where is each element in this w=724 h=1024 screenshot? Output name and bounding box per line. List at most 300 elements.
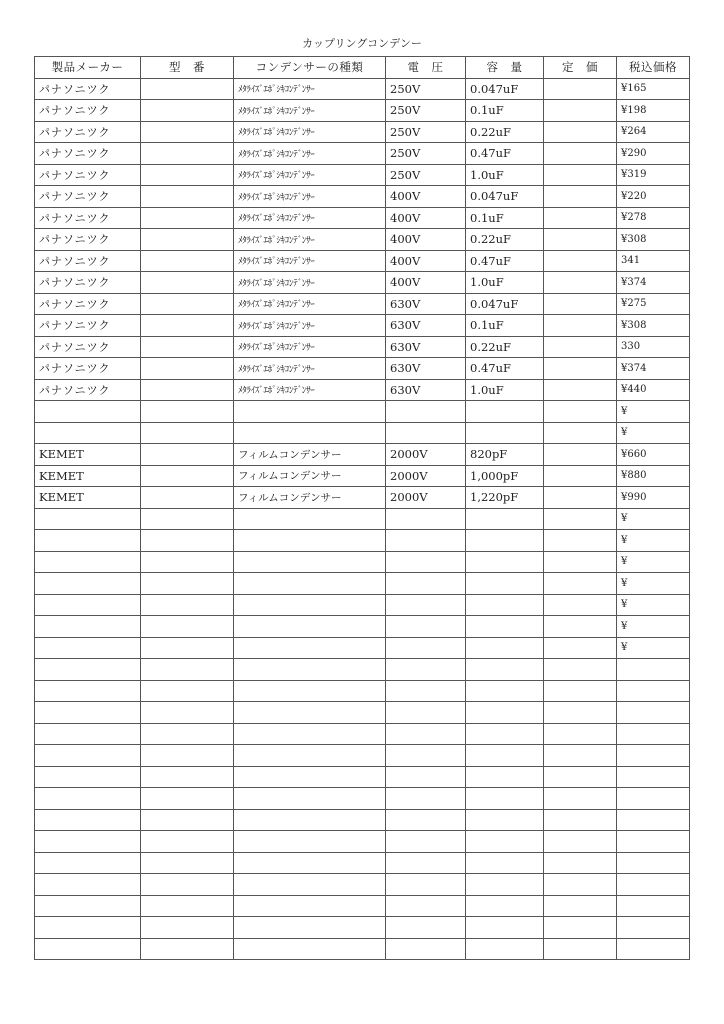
cell-capacitance (466, 551, 544, 573)
table-row (35, 100, 690, 122)
cell-list-price (544, 336, 617, 358)
cell-capacitor-type: ﾒﾀﾗｲｽﾞｴﾎﾟｼｷｺﾝﾃﾞﾝｻｰ (234, 358, 386, 380)
table-row (35, 938, 690, 960)
cell-model-number (141, 444, 234, 466)
cell-capacitor-type: ﾒﾀﾗｲｽﾞｴﾎﾟｼｷｺﾝﾃﾞﾝｻｰ (234, 143, 386, 165)
cell-model-number (141, 315, 234, 337)
table-row (35, 831, 690, 853)
cell-price-incl-tax: ¥990 (617, 487, 690, 509)
cell-maker: パナソニツク (35, 186, 141, 208)
cell-list-price (544, 401, 617, 423)
cell-capacitance (466, 680, 544, 702)
cell-list-price (544, 207, 617, 229)
cell-voltage (386, 616, 466, 638)
cell-list-price (544, 788, 617, 810)
cell-maker (35, 831, 141, 853)
cell-maker (35, 745, 141, 767)
cell-voltage: 630V (386, 379, 466, 401)
cell-capacitor-type (234, 852, 386, 874)
cell-voltage: 630V (386, 293, 466, 315)
table-row (35, 852, 690, 874)
table-row (35, 315, 690, 337)
cell-price-incl-tax: ¥440 (617, 379, 690, 401)
cell-capacitor-type (234, 788, 386, 810)
table-row (35, 143, 690, 165)
cell-voltage: 2000V (386, 465, 466, 487)
cell-capacitance: 0.1uF (466, 207, 544, 229)
cell-list-price (544, 186, 617, 208)
cell-voltage: 630V (386, 315, 466, 337)
cell-list-price (544, 444, 617, 466)
cell-maker: パナソニツク (35, 164, 141, 186)
table-row (35, 788, 690, 810)
cell-price-incl-tax: ¥290 (617, 143, 690, 165)
cell-price-incl-tax: ¥264 (617, 121, 690, 143)
cell-list-price (544, 422, 617, 444)
cell-price-incl-tax: 330 (617, 336, 690, 358)
cell-capacitor-type: フィルムコンデンサー (234, 487, 386, 509)
cell-price-incl-tax: ¥ (617, 422, 690, 444)
cell-capacitor-type: ﾒﾀﾗｲｽﾞｴﾎﾟｼｷｺﾝﾃﾞﾝｻｰ (234, 379, 386, 401)
cell-capacitor-type (234, 895, 386, 917)
table-row (35, 207, 690, 229)
cell-price-incl-tax: ¥198 (617, 100, 690, 122)
cell-capacitor-type: ﾒﾀﾗｲｽﾞｴﾎﾟｼｷｺﾝﾃﾞﾝｻｰ (234, 164, 386, 186)
cell-voltage (386, 938, 466, 960)
cell-capacitance (466, 831, 544, 853)
cell-price-incl-tax (617, 831, 690, 853)
cell-list-price (544, 358, 617, 380)
cell-capacitor-type (234, 766, 386, 788)
cell-maker (35, 637, 141, 659)
header-list-price: 定 価 (544, 57, 617, 79)
table-row (35, 723, 690, 745)
cell-capacitor-type: ﾒﾀﾗｲｽﾞｴﾎﾟｼｷｺﾝﾃﾞﾝｻｰ (234, 100, 386, 122)
cell-maker (35, 809, 141, 831)
cell-maker (35, 723, 141, 745)
cell-voltage: 400V (386, 186, 466, 208)
cell-model-number (141, 702, 234, 724)
table-row (35, 272, 690, 294)
cell-capacitor-type: ﾒﾀﾗｲｽﾞｴﾎﾟｼｷｺﾝﾃﾞﾝｻｰ (234, 250, 386, 272)
cell-price-incl-tax: ¥374 (617, 358, 690, 380)
cell-voltage (386, 680, 466, 702)
cell-voltage (386, 659, 466, 681)
cell-voltage (386, 809, 466, 831)
cell-capacitance: 0.47uF (466, 143, 544, 165)
cell-voltage (386, 788, 466, 810)
table-row (35, 229, 690, 251)
cell-capacitance (466, 809, 544, 831)
cell-capacitance (466, 852, 544, 874)
cell-voltage: 250V (386, 164, 466, 186)
cell-maker (35, 573, 141, 595)
cell-maker: KEMET (35, 487, 141, 509)
table-row (35, 379, 690, 401)
cell-capacitance (466, 766, 544, 788)
cell-capacitance: 820pF (466, 444, 544, 466)
cell-capacitor-type: ﾒﾀﾗｲｽﾞｴﾎﾟｼｷｺﾝﾃﾞﾝｻｰ (234, 315, 386, 337)
cell-model-number (141, 78, 234, 100)
cell-voltage: 250V (386, 143, 466, 165)
table-row (35, 487, 690, 509)
cell-price-incl-tax: ¥ (617, 508, 690, 530)
cell-list-price (544, 723, 617, 745)
cell-price-incl-tax: ¥319 (617, 164, 690, 186)
cell-list-price (544, 745, 617, 767)
cell-voltage: 630V (386, 336, 466, 358)
cell-model-number (141, 358, 234, 380)
cell-maker: パナソニツク (35, 315, 141, 337)
cell-price-incl-tax: ¥220 (617, 186, 690, 208)
table-row (35, 186, 690, 208)
cell-price-incl-tax (617, 917, 690, 939)
cell-capacitor-type (234, 680, 386, 702)
cell-list-price (544, 379, 617, 401)
cell-price-incl-tax: ¥278 (617, 207, 690, 229)
cell-list-price (544, 551, 617, 573)
cell-capacitance: 1,000pF (466, 465, 544, 487)
cell-voltage (386, 422, 466, 444)
header-capacitor-type: コンデンサーの種類 (234, 57, 386, 79)
cell-price-incl-tax: ¥ (617, 551, 690, 573)
table-row (35, 121, 690, 143)
cell-capacitance (466, 895, 544, 917)
cell-price-incl-tax: ¥880 (617, 465, 690, 487)
cell-list-price (544, 917, 617, 939)
header-model-number: 型 番 (141, 57, 234, 79)
cell-list-price (544, 78, 617, 100)
cell-model-number (141, 637, 234, 659)
cell-list-price (544, 487, 617, 509)
cell-price-incl-tax: ¥ (617, 530, 690, 552)
cell-capacitor-type (234, 917, 386, 939)
cell-capacitance: 0.047uF (466, 293, 544, 315)
cell-model-number (141, 250, 234, 272)
cell-maker (35, 530, 141, 552)
cell-voltage (386, 530, 466, 552)
cell-maker: パナソニツク (35, 100, 141, 122)
cell-model-number (141, 766, 234, 788)
cell-voltage (386, 702, 466, 724)
cell-capacitor-type (234, 831, 386, 853)
cell-capacitance: 0.047uF (466, 78, 544, 100)
cell-model-number (141, 465, 234, 487)
cell-maker (35, 422, 141, 444)
cell-list-price (544, 530, 617, 552)
cell-model-number (141, 272, 234, 294)
cell-list-price (544, 594, 617, 616)
cell-price-incl-tax (617, 723, 690, 745)
cell-voltage (386, 852, 466, 874)
cell-maker (35, 938, 141, 960)
table-row (35, 766, 690, 788)
cell-model-number (141, 809, 234, 831)
cell-voltage: 400V (386, 229, 466, 251)
cell-voltage (386, 594, 466, 616)
table-row (35, 702, 690, 724)
header-voltage: 電 圧 (386, 57, 466, 79)
cell-capacitance: 1.0uF (466, 164, 544, 186)
cell-list-price (544, 100, 617, 122)
cell-capacitor-type: ﾒﾀﾗｲｽﾞｴﾎﾟｼｷｺﾝﾃﾞﾝｻｰ (234, 207, 386, 229)
table-row (35, 874, 690, 896)
cell-capacitance (466, 702, 544, 724)
cell-price-incl-tax: ¥275 (617, 293, 690, 315)
cell-capacitor-type: ﾒﾀﾗｲｽﾞｴﾎﾟｼｷｺﾝﾃﾞﾝｻｰ (234, 272, 386, 294)
table-row (35, 616, 690, 638)
cell-list-price (544, 121, 617, 143)
table-row (35, 917, 690, 939)
cell-model-number (141, 659, 234, 681)
cell-maker: パナソニツク (35, 272, 141, 294)
cell-capacitance: 0.47uF (466, 250, 544, 272)
table-row (35, 508, 690, 530)
cell-model-number (141, 422, 234, 444)
header-capacitance: 容 量 (466, 57, 544, 79)
cell-price-incl-tax: ¥308 (617, 315, 690, 337)
table-row (35, 594, 690, 616)
cell-capacitance (466, 745, 544, 767)
cell-maker (35, 788, 141, 810)
table-row (35, 358, 690, 380)
cell-model-number (141, 100, 234, 122)
cell-list-price (544, 895, 617, 917)
cell-voltage: 250V (386, 100, 466, 122)
cell-capacitance (466, 508, 544, 530)
cell-capacitance: 1.0uF (466, 379, 544, 401)
cell-model-number (141, 917, 234, 939)
cell-price-incl-tax: ¥660 (617, 444, 690, 466)
cell-capacitance (466, 723, 544, 745)
cell-model-number (141, 401, 234, 423)
cell-list-price (544, 465, 617, 487)
cell-price-incl-tax (617, 895, 690, 917)
cell-capacitor-type (234, 938, 386, 960)
cell-capacitor-type (234, 723, 386, 745)
cell-maker (35, 702, 141, 724)
table-row (35, 680, 690, 702)
header-price-incl-tax: 税込価格 (617, 57, 690, 79)
cell-voltage (386, 401, 466, 423)
cell-model-number (141, 895, 234, 917)
cell-voltage: 2000V (386, 487, 466, 509)
cell-list-price (544, 809, 617, 831)
cell-capacitor-type: フィルムコンデンサー (234, 465, 386, 487)
cell-maker: パナソニツク (35, 229, 141, 251)
cell-capacitor-type: ﾒﾀﾗｲｽﾞｴﾎﾟｼｷｺﾝﾃﾞﾝｻｰ (234, 293, 386, 315)
cell-list-price (544, 293, 617, 315)
cell-capacitor-type (234, 594, 386, 616)
cell-price-incl-tax: ¥165 (617, 78, 690, 100)
table-body (35, 78, 690, 960)
cell-model-number (141, 487, 234, 509)
cell-model-number (141, 379, 234, 401)
cell-voltage (386, 637, 466, 659)
cell-capacitance (466, 401, 544, 423)
table-row (35, 551, 690, 573)
cell-model-number (141, 788, 234, 810)
cell-model-number (141, 207, 234, 229)
cell-maker: パナソニツク (35, 143, 141, 165)
cell-capacitor-type (234, 637, 386, 659)
table-row (35, 401, 690, 423)
cell-capacitor-type (234, 508, 386, 530)
cell-list-price (544, 143, 617, 165)
cell-capacitor-type (234, 809, 386, 831)
cell-maker: パナソニツク (35, 293, 141, 315)
table-row (35, 895, 690, 917)
table-row (35, 530, 690, 552)
cell-price-incl-tax: ¥ (617, 401, 690, 423)
cell-model-number (141, 530, 234, 552)
cell-voltage (386, 917, 466, 939)
cell-list-price (544, 508, 617, 530)
cell-capacitor-type (234, 659, 386, 681)
cell-list-price (544, 831, 617, 853)
cell-voltage: 400V (386, 272, 466, 294)
table-row (35, 164, 690, 186)
table-row (35, 465, 690, 487)
cell-model-number (141, 852, 234, 874)
table-row (35, 745, 690, 767)
cell-maker (35, 874, 141, 896)
cell-capacitance: 0.047uF (466, 186, 544, 208)
cell-list-price (544, 702, 617, 724)
cell-maker (35, 680, 141, 702)
cell-capacitance (466, 616, 544, 638)
cell-model-number (141, 723, 234, 745)
cell-price-incl-tax (617, 745, 690, 767)
cell-maker (35, 508, 141, 530)
cell-list-price (544, 938, 617, 960)
cell-price-incl-tax: ¥308 (617, 229, 690, 251)
cell-price-incl-tax (617, 788, 690, 810)
cell-list-price (544, 680, 617, 702)
cell-model-number (141, 594, 234, 616)
cell-maker: パナソニツク (35, 207, 141, 229)
cell-capacitance (466, 917, 544, 939)
cell-price-incl-tax: ¥ (617, 637, 690, 659)
cell-model-number (141, 229, 234, 251)
cell-model-number (141, 938, 234, 960)
cell-voltage (386, 895, 466, 917)
cell-capacitance: 0.47uF (466, 358, 544, 380)
cell-voltage: 630V (386, 358, 466, 380)
cell-capacitance: 0.1uF (466, 100, 544, 122)
cell-capacitor-type (234, 616, 386, 638)
cell-maker: KEMET (35, 444, 141, 466)
cell-price-incl-tax: ¥ (617, 594, 690, 616)
table-row (35, 573, 690, 595)
cell-capacitor-type (234, 702, 386, 724)
table-row (35, 78, 690, 100)
cell-capacitor-type (234, 874, 386, 896)
cell-capacitance (466, 788, 544, 810)
cell-model-number (141, 616, 234, 638)
header-maker: 製品メーカー (35, 57, 141, 79)
cell-maker (35, 401, 141, 423)
cell-price-incl-tax: ¥ (617, 616, 690, 638)
cell-capacitance: 0.22uF (466, 229, 544, 251)
cell-capacitor-type: ﾒﾀﾗｲｽﾞｴﾎﾟｼｷｺﾝﾃﾞﾝｻｰ (234, 78, 386, 100)
table-row (35, 444, 690, 466)
cell-capacitance: 0.1uF (466, 315, 544, 337)
cell-maker (35, 594, 141, 616)
cell-capacitance: 1,220pF (466, 487, 544, 509)
cell-list-price (544, 164, 617, 186)
cell-capacitance (466, 422, 544, 444)
cell-list-price (544, 229, 617, 251)
cell-model-number (141, 336, 234, 358)
cell-capacitance (466, 594, 544, 616)
cell-maker (35, 659, 141, 681)
cell-capacitance: 0.22uF (466, 121, 544, 143)
cell-voltage: 400V (386, 250, 466, 272)
cell-price-incl-tax (617, 938, 690, 960)
cell-model-number (141, 831, 234, 853)
cell-maker: KEMET (35, 465, 141, 487)
cell-model-number (141, 680, 234, 702)
cell-price-incl-tax: ¥ (617, 573, 690, 595)
cell-capacitor-type (234, 573, 386, 595)
table-row (35, 293, 690, 315)
cell-model-number (141, 164, 234, 186)
cell-maker (35, 895, 141, 917)
cell-voltage (386, 573, 466, 595)
cell-capacitance (466, 530, 544, 552)
cell-capacitor-type (234, 422, 386, 444)
cell-capacitance (466, 573, 544, 595)
cell-price-incl-tax (617, 809, 690, 831)
cell-maker (35, 917, 141, 939)
cell-maker (35, 852, 141, 874)
cell-model-number (141, 121, 234, 143)
cell-voltage: 250V (386, 121, 466, 143)
cell-price-incl-tax (617, 852, 690, 874)
cell-list-price (544, 272, 617, 294)
cell-maker (35, 766, 141, 788)
cell-price-incl-tax (617, 659, 690, 681)
table-row (35, 250, 690, 272)
cell-maker: パナソニツク (35, 78, 141, 100)
capacitor-price-table (34, 56, 690, 960)
cell-capacitor-type: ﾒﾀﾗｲｽﾞｴﾎﾟｼｷｺﾝﾃﾞﾝｻｰ (234, 186, 386, 208)
cell-maker: パナソニツク (35, 250, 141, 272)
cell-capacitance (466, 637, 544, 659)
table-row (35, 637, 690, 659)
cell-voltage (386, 766, 466, 788)
cell-capacitor-type (234, 551, 386, 573)
table-header-row (35, 57, 690, 79)
cell-price-incl-tax (617, 766, 690, 788)
cell-capacitor-type: フィルムコンデンサー (234, 444, 386, 466)
cell-voltage (386, 745, 466, 767)
cell-list-price (544, 616, 617, 638)
cell-price-incl-tax: ¥374 (617, 272, 690, 294)
cell-capacitor-type: ﾒﾀﾗｲｽﾞｴﾎﾟｼｷｺﾝﾃﾞﾝｻｰ (234, 121, 386, 143)
cell-list-price (544, 250, 617, 272)
cell-list-price (544, 573, 617, 595)
cell-maker: パナソニツク (35, 121, 141, 143)
cell-list-price (544, 852, 617, 874)
cell-model-number (141, 551, 234, 573)
cell-capacitor-type: ﾒﾀﾗｲｽﾞｴﾎﾟｼｷｺﾝﾃﾞﾝｻｰ (234, 336, 386, 358)
cell-model-number (141, 186, 234, 208)
cell-price-incl-tax (617, 702, 690, 724)
cell-maker: パナソニツク (35, 379, 141, 401)
document-title: カップリングコンデンー (302, 37, 422, 50)
